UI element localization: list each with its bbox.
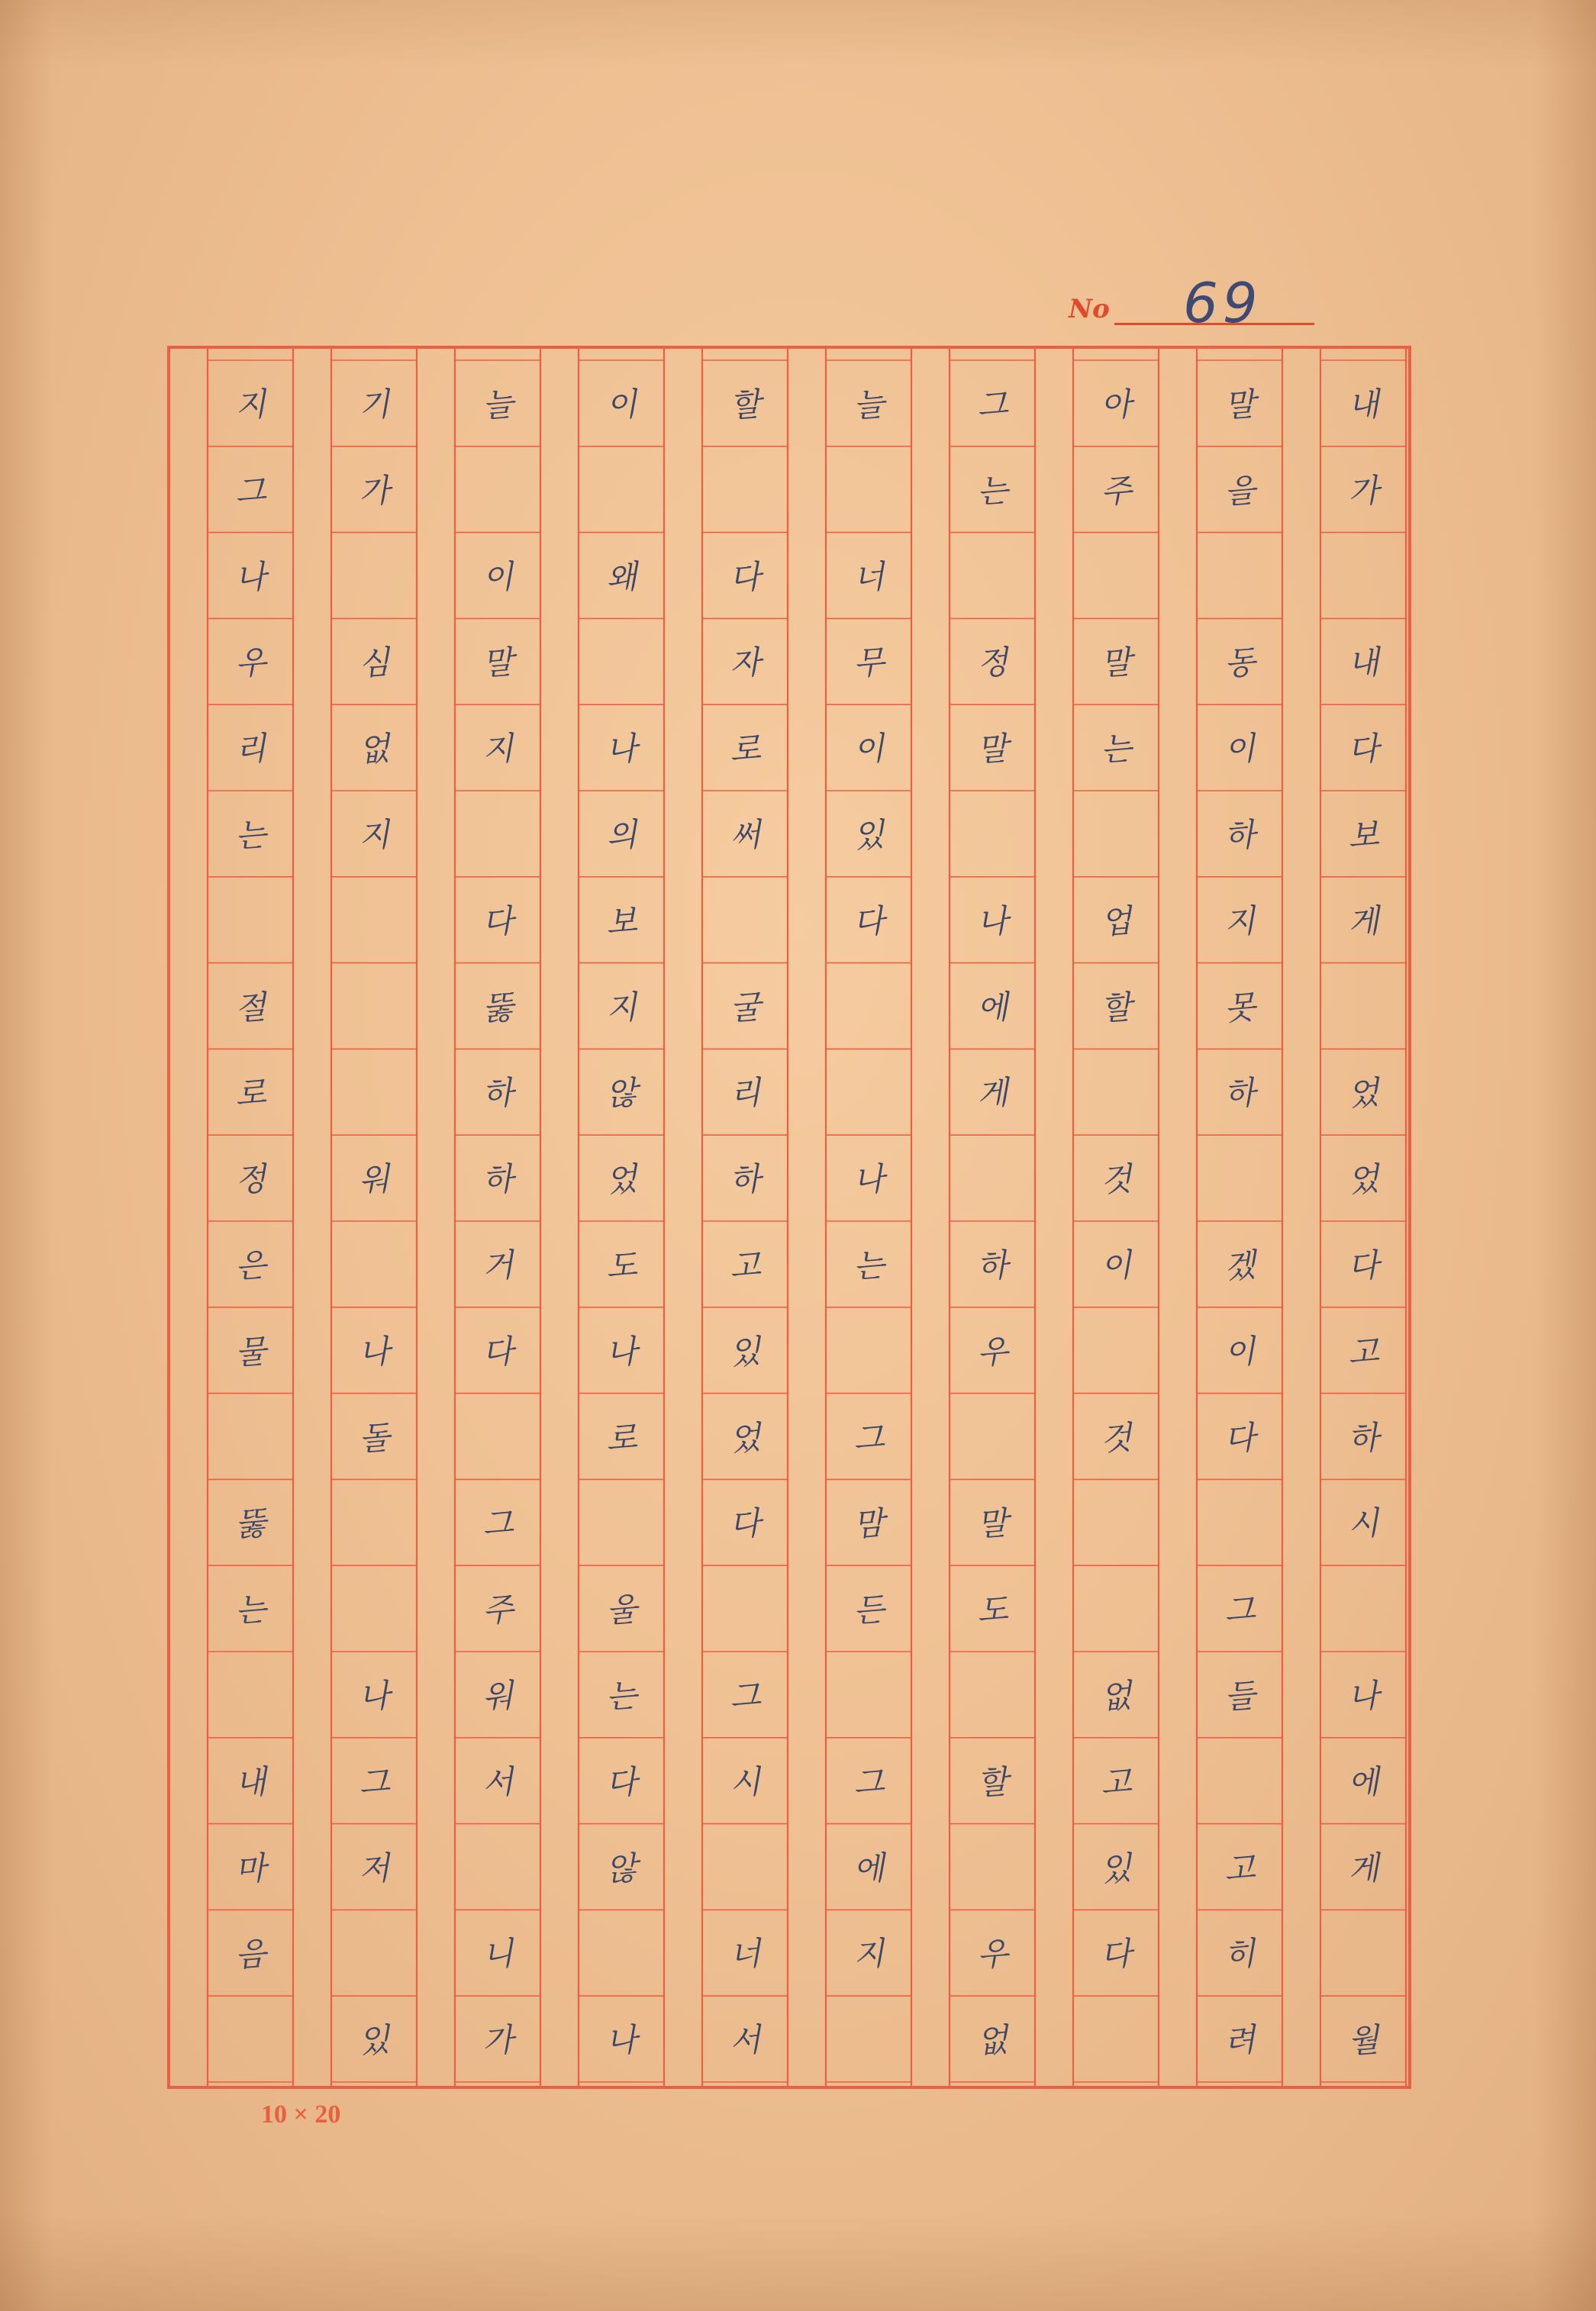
page-number-value: 69 (1183, 271, 1262, 335)
manuscript-cell: 주 (481, 1590, 515, 1630)
manuscript-cell: 리 (234, 729, 268, 769)
manuscript-cell: 나 (357, 1676, 392, 1716)
manuscript-cell: 이 (852, 729, 886, 769)
manuscript-cell: 있 (1099, 1848, 1133, 1888)
manuscript-cell: 물 (234, 1332, 268, 1372)
page-number-label: No (1069, 294, 1110, 324)
manuscript-cell: 우 (234, 643, 268, 683)
manuscript-cell: 너 (728, 1935, 763, 1974)
manuscript-cell: 는 (852, 1246, 886, 1286)
manuscript-cell: 었 (605, 1159, 639, 1200)
manuscript-cell: 지 (234, 385, 268, 425)
manuscript-cell: 게 (1346, 1848, 1381, 1888)
manuscript-cell: 었 (728, 1418, 763, 1458)
manuscript-cell: 다 (852, 901, 886, 942)
manuscript-cell: 을 (1223, 471, 1257, 511)
manuscript-cell: 로 (234, 1074, 268, 1114)
manuscript-cell: 할 (975, 1762, 1010, 1803)
manuscript-cell: 않 (605, 1074, 639, 1114)
manuscript-cell: 심 (357, 643, 392, 683)
manuscript-cell: 무 (852, 643, 886, 683)
manuscript-cell: 내 (1346, 385, 1381, 425)
manuscript-cell: 지 (1223, 901, 1257, 942)
manuscript-cell: 나 (1346, 1676, 1381, 1716)
manuscript-cell: 나 (357, 1332, 392, 1372)
manuscript-cell: 었 (1346, 1074, 1381, 1114)
manuscript-cell: 가 (1346, 471, 1381, 511)
manuscript-cell: 말 (975, 1504, 1010, 1544)
manuscript-cell: 들 (1223, 1676, 1257, 1716)
manuscript-cell: 었 (1346, 1159, 1381, 1200)
manuscript-cell: 고 (728, 1246, 763, 1286)
manuscript-cell: 하 (481, 1074, 515, 1114)
manuscript-cell: 도 (975, 1590, 1010, 1630)
manuscript-cell: 할 (728, 385, 763, 425)
manuscript-cell: 내 (234, 1762, 268, 1803)
manuscript-cell: 써 (728, 815, 763, 856)
manuscript-cell: 보 (1346, 815, 1381, 856)
manuscript-cell: 그 (1223, 1590, 1257, 1630)
manuscript-cell: 다 (481, 1332, 515, 1372)
manuscript-cell: 없 (975, 2020, 1010, 2061)
manuscript-cell: 그 (481, 1504, 515, 1544)
manuscript-cell: 말 (975, 729, 1010, 769)
manuscript-cell: 돌 (357, 1418, 392, 1458)
manuscript-cell: 다 (605, 1762, 639, 1803)
manuscript-cell: 은 (234, 1246, 268, 1286)
manuscript-cell: 나 (852, 1159, 886, 1200)
manuscript-cell: 정 (234, 1159, 268, 1200)
manuscript-cell: 는 (234, 815, 268, 856)
manuscript-cell: 내 (1346, 643, 1381, 683)
manuscript-cell: 시 (728, 1762, 763, 1803)
manuscript-cell: 다 (1223, 1418, 1257, 1458)
manuscript-cell: 는 (1099, 729, 1133, 769)
manuscript-cell: 하 (728, 1159, 763, 1200)
manuscript-cell: 이 (605, 385, 639, 425)
manuscript-cell: 업 (1099, 901, 1133, 942)
manuscript-cell: 나 (605, 1332, 639, 1372)
manuscript-cell: 는 (234, 1590, 268, 1630)
manuscript-cell: 나 (234, 557, 268, 597)
manuscript-cell: 다 (728, 557, 763, 597)
manuscript-cell: 니 (481, 1935, 515, 1974)
manuscript-cell: 워 (481, 1676, 515, 1716)
manuscript-cell: 뚫 (234, 1504, 268, 1544)
manuscript-cell: 지 (357, 815, 392, 856)
manuscript-cell: 나 (605, 729, 639, 769)
manuscript-cell: 는 (975, 471, 1010, 511)
manuscript-cell: 늘 (481, 385, 515, 425)
manuscript-cell: 있 (728, 1332, 763, 1372)
manuscript-cell: 려 (1223, 2020, 1257, 2061)
manuscript-cell: 말 (481, 643, 515, 683)
manuscript-cell: 것 (1099, 1159, 1133, 1200)
manuscript-cell: 로 (605, 1418, 639, 1458)
manuscript-cell: 너 (852, 557, 886, 597)
manuscript-cell: 있 (852, 815, 886, 856)
manuscript-cell: 다 (1346, 1246, 1381, 1286)
manuscript-cell: 없 (1099, 1676, 1133, 1716)
manuscript-cell: 겠 (1223, 1246, 1257, 1286)
manuscript-cell: 그 (975, 385, 1010, 425)
manuscript-cell: 지 (605, 988, 639, 1027)
manuscript-cell: 아 (1099, 385, 1133, 425)
manuscript-cell: 말 (1223, 385, 1257, 425)
manuscript-cell: 리 (728, 1074, 763, 1114)
manuscript-cell: 든 (852, 1590, 886, 1630)
manuscript-cell: 자 (728, 643, 763, 683)
manuscript-cell: 늘 (852, 385, 886, 425)
manuscript-cell: 것 (1099, 1418, 1133, 1458)
manuscript-cell: 에 (975, 988, 1010, 1027)
manuscript-cell: 고 (1223, 1848, 1257, 1888)
manuscript-cell: 가 (481, 2020, 515, 2061)
manuscript-cell: 없 (357, 729, 392, 769)
manuscript-cell: 기 (357, 385, 392, 425)
manuscript-cell: 게 (1346, 901, 1381, 942)
manuscript-cell: 할 (1099, 988, 1133, 1027)
manuscript-cell: 저 (357, 1848, 392, 1888)
manuscript-cell: 절 (234, 988, 268, 1027)
manuscript-cell: 의 (605, 815, 639, 856)
manuscript-cell: 울 (605, 1590, 639, 1630)
manuscript-cell: 그 (234, 471, 268, 511)
manuscript-cell: 굴 (728, 988, 763, 1027)
manuscript-cell: 하 (481, 1159, 515, 1200)
manuscript-cell: 이 (1223, 729, 1257, 769)
manuscript-grid (166, 345, 1412, 2090)
manuscript-cell: 그 (357, 1762, 392, 1803)
manuscript-cell: 우 (975, 1332, 1010, 1372)
manuscript-cell: 그 (728, 1676, 763, 1716)
manuscript-cell: 그 (852, 1418, 886, 1458)
manuscript-cell: 하 (1346, 1418, 1381, 1458)
manuscript-cell: 맘 (852, 1504, 886, 1544)
manuscript-cell: 우 (975, 1935, 1010, 1974)
grid-size-label: 10 × 20 (261, 2100, 341, 2129)
manuscript-cell: 이 (1099, 1246, 1133, 1286)
manuscript-cell: 지 (481, 729, 515, 769)
manuscript-cell: 나 (605, 2020, 639, 2061)
manuscript-cell: 그 (852, 1762, 886, 1803)
manuscript-cell: 이 (1223, 1332, 1257, 1372)
manuscript-cell: 보 (605, 901, 639, 942)
manuscript-cell: 도 (605, 1246, 639, 1286)
manuscript-cell: 다 (728, 1504, 763, 1544)
manuscript-cell: 워 (357, 1159, 392, 1200)
manuscript-cell: 다 (1099, 1935, 1133, 1974)
manuscript-cell: 말 (1099, 643, 1133, 683)
manuscript-cell: 는 (605, 1676, 639, 1716)
manuscript-cell: 시 (1346, 1504, 1381, 1544)
manuscript-cell: 서 (481, 1762, 515, 1803)
manuscript-cell: 서 (728, 2020, 763, 2061)
manuscript-cell: 않 (605, 1848, 639, 1888)
manuscript-cell: 지 (852, 1935, 886, 1974)
manuscript-cell: 마 (234, 1848, 268, 1888)
manuscript-cell: 고 (1099, 1762, 1133, 1803)
manuscript-cell: 있 (357, 2020, 392, 2061)
manuscript-cell: 뚫 (481, 988, 515, 1027)
manuscript-cell: 다 (481, 901, 515, 942)
manuscript-cell: 하 (1223, 1074, 1257, 1114)
manuscript-cell: 왜 (605, 557, 639, 597)
manuscript-cell: 주 (1099, 471, 1133, 511)
manuscript-cell: 에 (1346, 1762, 1381, 1803)
manuscript-cell: 하 (1223, 815, 1257, 856)
manuscript-cell: 나 (975, 901, 1010, 942)
manuscript-cell: 동 (1223, 643, 1257, 683)
manuscript-cell: 거 (481, 1246, 515, 1286)
manuscript-cell: 음 (234, 1935, 268, 1974)
manuscript-cell: 게 (975, 1074, 1010, 1114)
manuscript-cell: 이 (481, 557, 515, 597)
manuscript-cell: 하 (975, 1246, 1010, 1286)
manuscript-cell: 못 (1223, 988, 1257, 1027)
manuscript-cell: 로 (728, 729, 763, 769)
manuscript-cell: 정 (975, 643, 1010, 683)
manuscript-cell: 월 (1346, 2020, 1381, 2061)
manuscript-cell: 가 (357, 471, 392, 511)
manuscript-cell: 에 (852, 1848, 886, 1888)
manuscript-cell: 다 (1346, 729, 1381, 769)
manuscript-cell: 고 (1346, 1332, 1381, 1372)
manuscript-cell: 히 (1223, 1935, 1257, 1974)
